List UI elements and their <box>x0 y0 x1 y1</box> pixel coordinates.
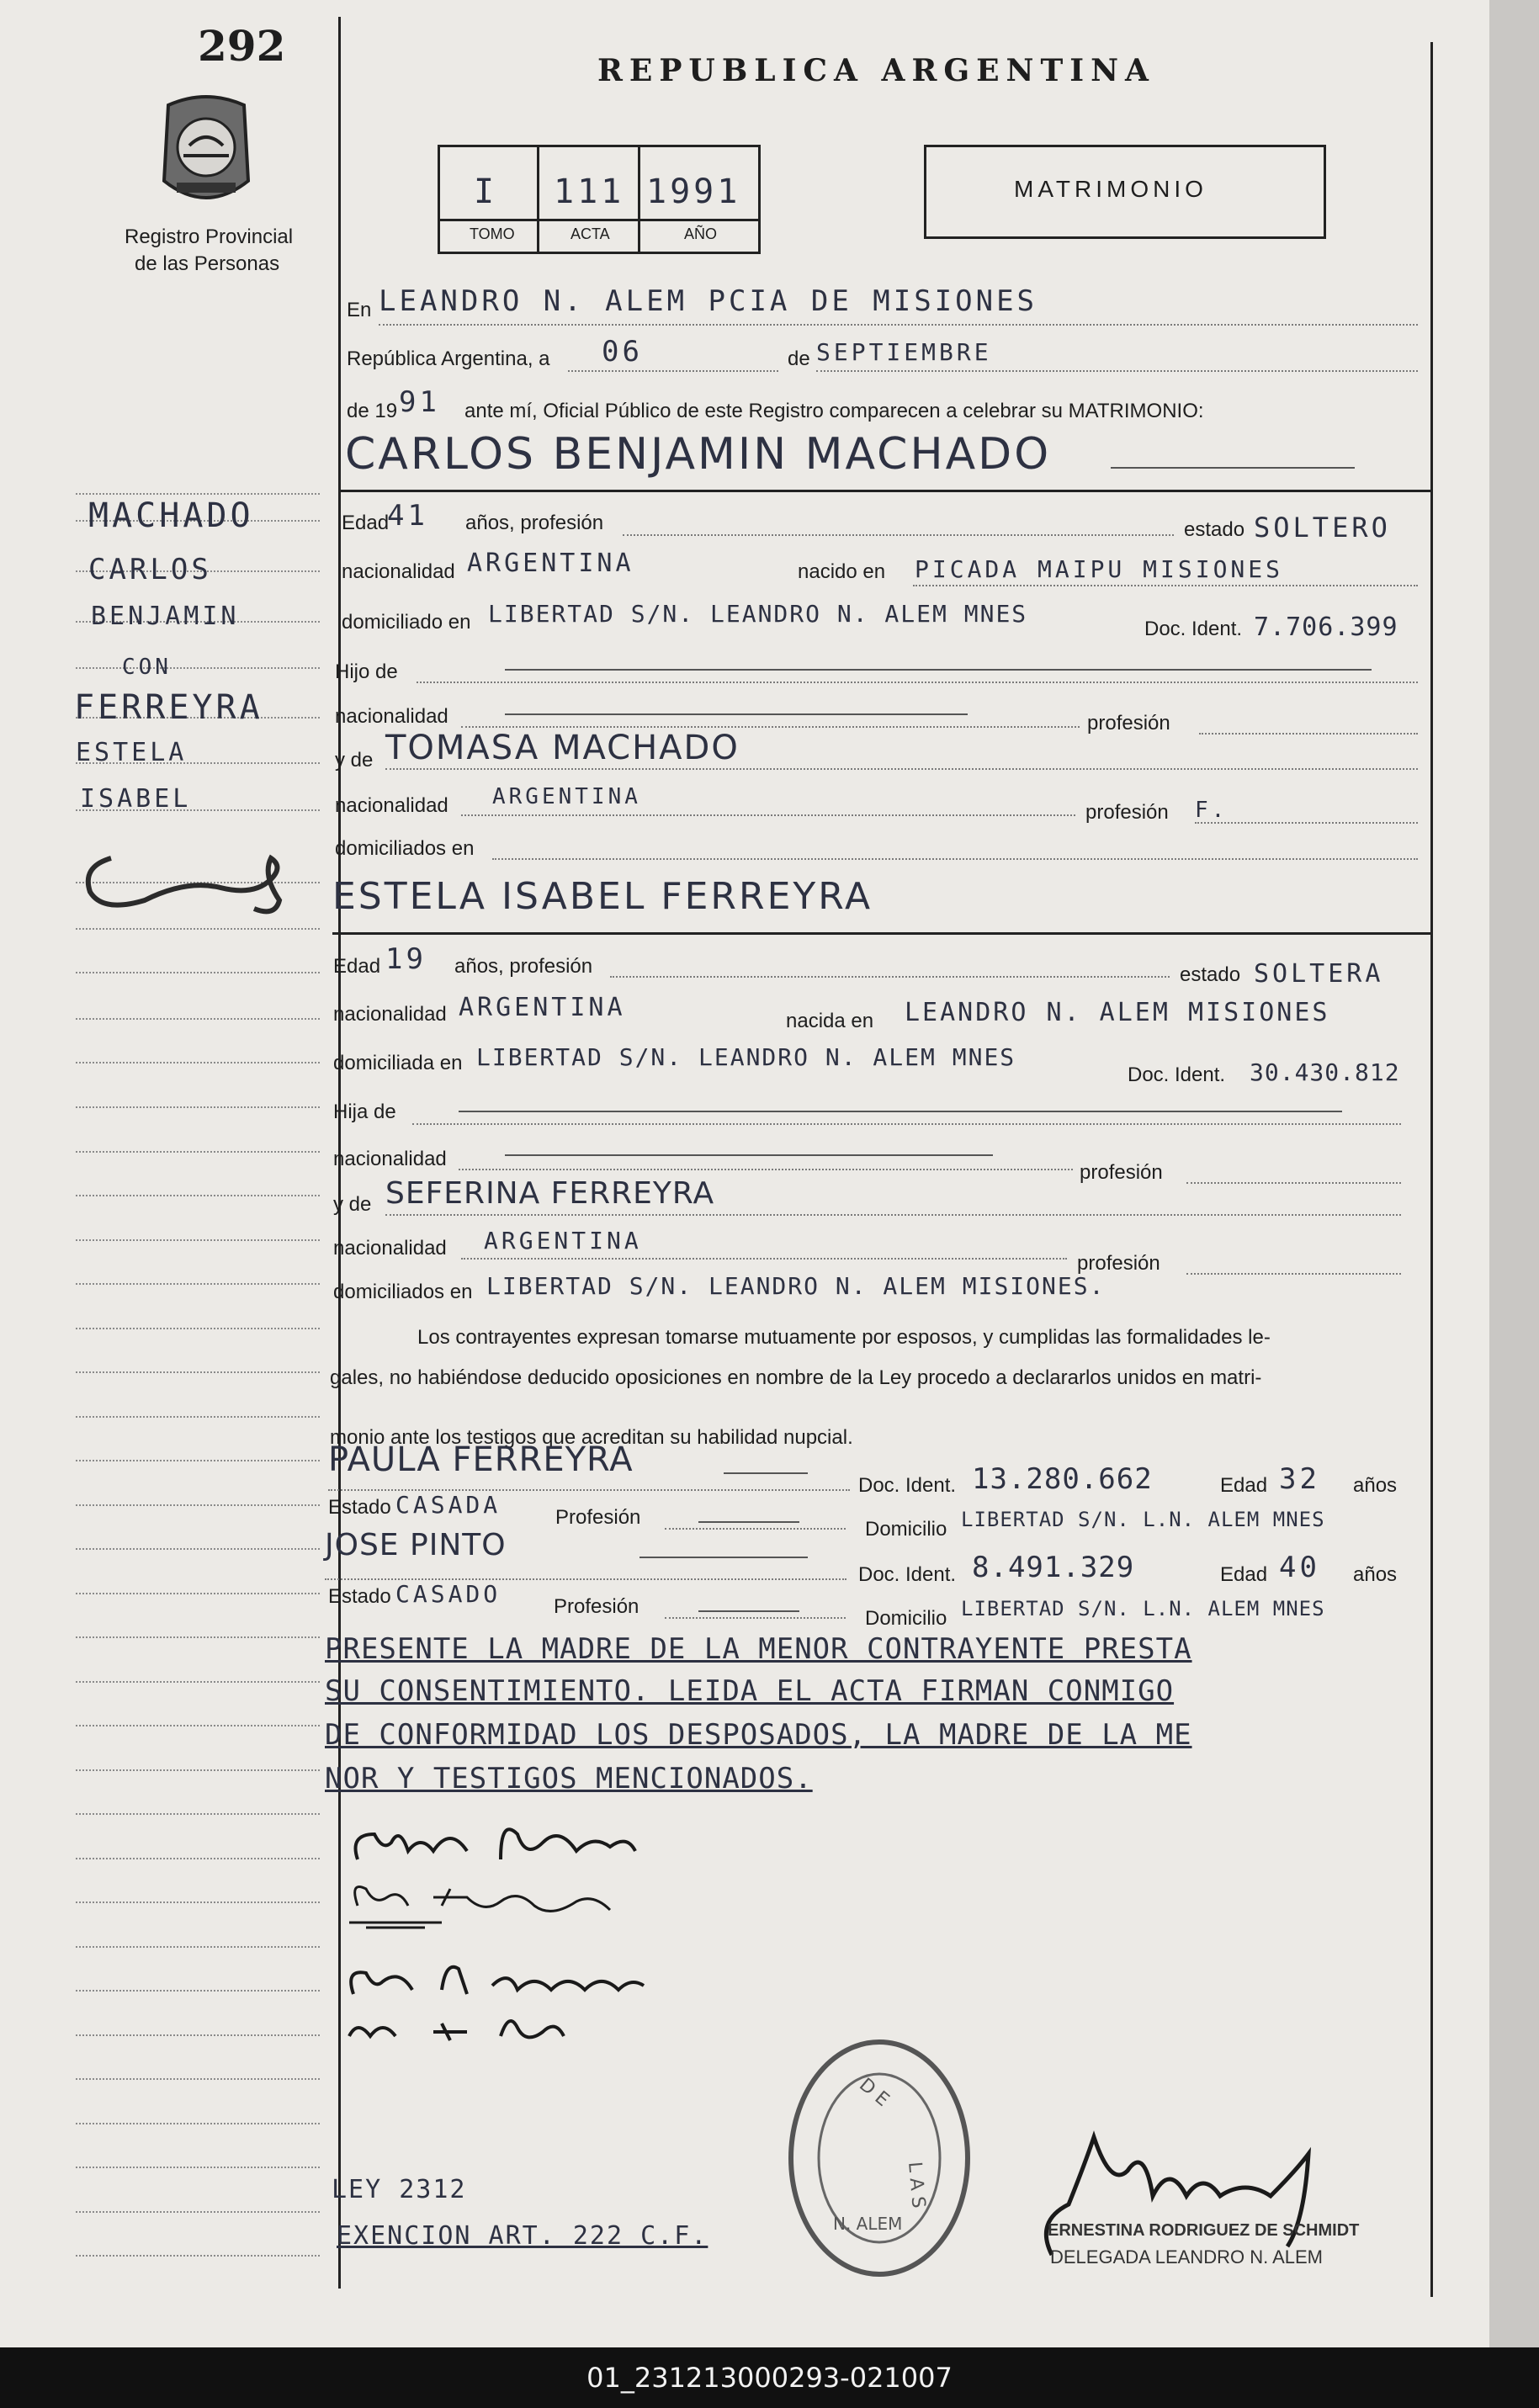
declaration-line-3: monio ante los testigos que acreditan su habilidad nupcial. <box>330 1426 853 1449</box>
witness1-doc: 13.280.662 <box>972 1462 1153 1496</box>
witness1-edad-label: Edad <box>1220 1474 1268 1497</box>
svg-text:D E: D E <box>855 2074 894 2111</box>
groom-dom-label: domiciliado en <box>342 611 471 634</box>
groom-prof2-label: profesión <box>1085 801 1169 824</box>
witness2-anos-label: años <box>1353 1563 1398 1586</box>
witness1-estado: CASADA <box>395 1491 502 1519</box>
groom-edad-label: Edad <box>342 512 390 534</box>
witness2-estado-label: Estado <box>328 1585 391 1608</box>
bride-prof1-label: profesión <box>1080 1161 1163 1184</box>
groom-hijo-label: Hijo de <box>335 660 398 683</box>
witness2-dom-label: Domicilio <box>865 1607 947 1630</box>
registry-line-1: Registro Provincial <box>125 225 294 248</box>
groom-edad: 41 <box>387 499 428 533</box>
provincial-seal-icon <box>151 88 261 215</box>
margin-second-name-groom: BENJAMIN <box>91 602 240 631</box>
bride-domicilio: LIBERTAD S/N. LEANDRO N. ALEM MNES <box>476 1043 1016 1071</box>
acta-value: 111 <box>554 172 625 211</box>
bride-mother-nac: ARGENTINA <box>484 1227 642 1254</box>
groom-mother-nac: ARGENTINA <box>492 784 641 809</box>
month-value: SEPTIEMBRE <box>816 338 992 366</box>
groom-yde-label: y de <box>335 749 374 772</box>
margin-second-name-bride: ISABEL <box>80 784 192 814</box>
groom-nacido-label: nacido en <box>798 560 886 583</box>
svg-text:N. ALEM: N. ALEM <box>833 2214 903 2234</box>
registry-line-2: de las Personas <box>135 252 280 275</box>
groom-nacionalidad: ARGENTINA <box>467 549 634 578</box>
witness1-estado-label: Estado <box>328 1496 391 1519</box>
year-suffix: 91 <box>399 385 440 419</box>
signature-witness2 <box>341 2002 576 2053</box>
anio-value: 1991 <box>646 172 741 211</box>
bride-estado-label: estado <box>1180 963 1241 986</box>
page-edge <box>1489 0 1539 2347</box>
bride-nacionalidad: ARGENTINA <box>459 993 626 1022</box>
margin-con: CON <box>122 655 172 680</box>
groom-mother: TOMASA MACHADO <box>385 729 740 767</box>
bride-estado: SOLTERA <box>1254 959 1384 989</box>
groom-nac-label: nacionalidad <box>342 560 455 583</box>
witness1-name: PAULA FERREYRA <box>328 1440 634 1479</box>
tomo-label: TOMO <box>470 225 515 242</box>
bride-nacida-label: nacida en <box>786 1010 874 1032</box>
bride-name: ESTELA ISABEL FERREYRA <box>332 875 873 918</box>
witness2-doc-label: Doc. Ident. <box>858 1563 957 1586</box>
signature-bride <box>341 1872 618 1931</box>
groom-nacido: PICADA MAIPU MISIONES <box>915 555 1284 583</box>
en-label: En <box>347 299 372 321</box>
record-number-box <box>438 145 761 254</box>
witness1-prof-label: Profesión <box>555 1506 641 1529</box>
republica-label: República Argentina, a <box>347 347 550 370</box>
groom-nac2-label: nacionalidad <box>335 794 448 817</box>
declaration-line-1: Los contrayentes expresan tomarse mutuamente por esposos, y cumplidas las formalidades le- <box>417 1326 1271 1349</box>
witness2-doc: 8.491.329 <box>972 1551 1135 1584</box>
groom-nac1-label: nacionalidad <box>335 705 448 728</box>
right-border <box>1430 42 1433 2297</box>
witness2-edad-label: Edad <box>1220 1563 1268 1586</box>
official-stamp-icon <box>783 2036 976 2280</box>
bride-yde-label: y de <box>333 1193 372 1216</box>
groom-estado: SOLTERO <box>1254 512 1391 544</box>
svg-text:L A S: L A S <box>904 2161 929 2209</box>
note-line-4: NOR Y TESTIGOS MENCIONADOS. <box>325 1762 813 1795</box>
page-number: 292 <box>198 21 286 71</box>
groom-name: CARLOS BENJAMIN MACHADO <box>345 429 1052 480</box>
witness2-edad: 40 <box>1279 1551 1320 1584</box>
bride-nacida: LEANDRO N. ALEM MISIONES <box>905 998 1330 1027</box>
record-type: MATRIMONIO <box>1014 176 1207 202</box>
bride-dom-label: domiciliada en <box>333 1052 463 1074</box>
bride-hija-label: Hija de <box>333 1101 396 1123</box>
margin-first-name-bride: ESTELA <box>76 738 188 767</box>
bride-anos-prof-label: años, profesión <box>454 955 593 978</box>
anio-label: AÑO <box>684 225 718 242</box>
country-title: REPUBLICA ARGENTINA <box>597 53 1155 88</box>
bride-doc-label: Doc. Ident. <box>1128 1063 1226 1086</box>
record-type-box <box>924 145 1326 239</box>
witness2-prof-label: Profesión <box>554 1595 639 1618</box>
margin-surname-groom: MACHADO <box>88 496 254 535</box>
bride-doc: 30.430.812 <box>1250 1058 1400 1086</box>
note-line-3: DE CONFORMIDAD LOS DESPOSADOS, LA MADRE DE LA ME <box>325 1718 1192 1752</box>
groom-doc: 7.706.399 <box>1254 613 1398 642</box>
scan-id: 01_231213000293-021007 <box>0 2347 1539 2408</box>
de-label: de <box>788 347 810 370</box>
groom-mother-prof: F. <box>1195 798 1229 823</box>
witness1-dom-label: Domicilio <box>865 1518 947 1541</box>
bride-dom-parents: LIBERTAD S/N. LEANDRO N. ALEM MISIONES. <box>486 1272 1106 1300</box>
bride-edad-label: Edad <box>333 955 381 978</box>
year-prefix: de 19 <box>347 400 398 422</box>
witness1-domicilio: LIBERTAD S/N. L.N. ALEM MNES <box>961 1508 1325 1531</box>
groom-estado-label: estado <box>1184 518 1245 541</box>
bride-edad: 19 <box>385 942 427 976</box>
declaration-line-2: gales, no habiéndose deducido oposiciones en nombre de la Ley procedo a declararlos unidos en matri- <box>330 1366 1262 1389</box>
official-title: DELEGADA LEANDRO N. ALEM <box>1050 2246 1323 2267</box>
place-value: LEANDRO N. ALEM PCIA DE MISIONES <box>379 284 1038 318</box>
margin-first-name-groom: CARLOS <box>88 553 212 586</box>
flourish-icon <box>77 841 296 926</box>
law-line-1: LEY 2312 <box>332 2175 467 2204</box>
witness2-domicilio: LIBERTAD S/N. L.N. ALEM MNES <box>961 1597 1325 1620</box>
margin-surname-bride: FERREYRA <box>74 688 263 727</box>
bride-mother: SEFERINA FERREYRA <box>385 1176 715 1211</box>
bride-nac-label: nacionalidad <box>333 1003 447 1026</box>
bride-nac2-label: nacionalidad <box>333 1237 447 1260</box>
acta-label: ACTA <box>570 225 610 242</box>
law-line-2: EXENCION ART. 222 C.F. <box>337 2221 708 2251</box>
witness1-anos-label: años <box>1353 1474 1398 1497</box>
note-line-2: SU CONSENTIMIENTO. LEIDA EL ACTA FIRMAN CONMIGO <box>325 1674 1175 1708</box>
day-value: 06 <box>602 335 643 369</box>
official-name: ERNESTINA RODRIGUEZ DE SCHMIDT <box>1048 2221 1360 2240</box>
witness2-estado: CASADO <box>395 1580 502 1608</box>
witness1-edad: 32 <box>1279 1462 1320 1496</box>
groom-domicilio: LIBERTAD S/N. LEANDRO N. ALEM MNES <box>488 600 1028 628</box>
note-line-1: PRESENTE LA MADRE DE LA MENOR CONTRAYENTE PRESTA <box>325 1632 1192 1666</box>
bride-nac1-label: nacionalidad <box>333 1148 447 1170</box>
intro-sentence: ante mí, Oficial Público de este Registro comparecen a celebrar su MATRIMONIO: <box>464 400 1204 422</box>
witness2-name: JOSE PINTO <box>325 1528 507 1562</box>
groom-prof1-label: profesión <box>1087 712 1170 735</box>
bride-prof2-label: profesión <box>1077 1252 1160 1275</box>
bride-dom-parents-label: domiciliados en <box>333 1281 473 1303</box>
groom-doc-label: Doc. Ident. <box>1144 618 1243 640</box>
witness1-doc-label: Doc. Ident. <box>858 1474 957 1497</box>
groom-anos-prof-label: años, profesión <box>465 512 604 534</box>
groom-dom-parents-label: domiciliados en <box>335 837 475 860</box>
tomo-value: I <box>474 172 498 211</box>
